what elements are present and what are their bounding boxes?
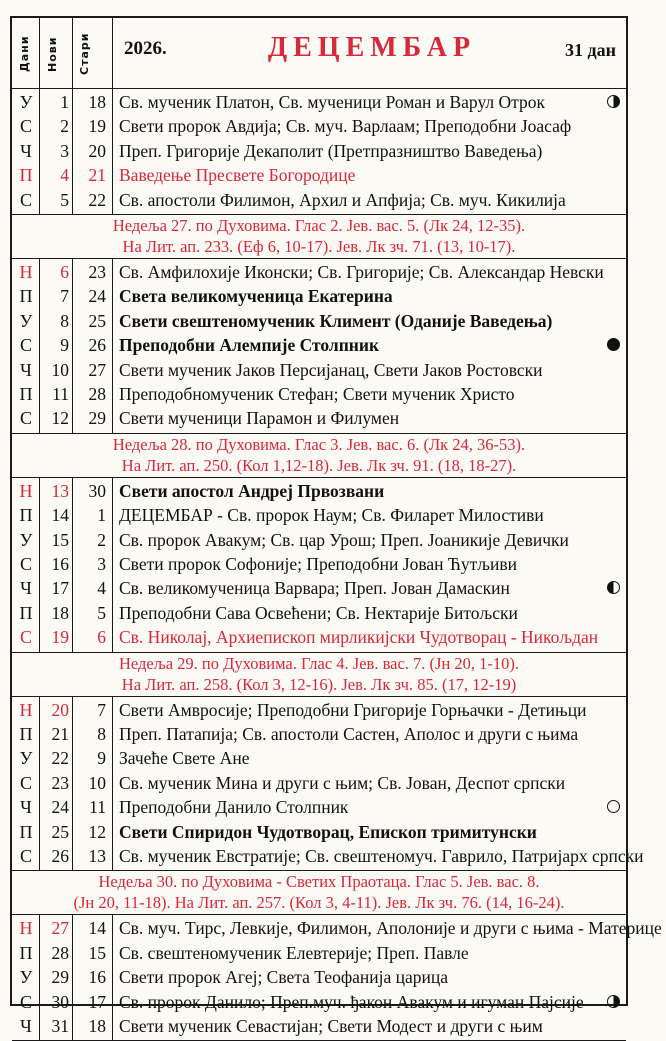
saint-text: Св. мученик Евстратије; Св. свештеномуч. Гаврило, Патријарх српски bbox=[119, 846, 644, 866]
col-header-old: Стари bbox=[78, 32, 91, 76]
new-date: 29 bbox=[51, 967, 69, 988]
day-row bbox=[12, 1014, 626, 1038]
column-divider bbox=[72, 477, 73, 652]
new-date: 20 bbox=[51, 699, 69, 720]
divider bbox=[12, 258, 626, 259]
old-date: 7 bbox=[97, 699, 106, 720]
reading-line-1: Недеља 29. по Духовима. Глас 4. Јев. вас. 7. (Јн 20, 1-10). bbox=[118, 653, 520, 673]
new-date: 25 bbox=[51, 821, 69, 842]
old-date: 9 bbox=[97, 748, 106, 769]
day-row bbox=[12, 941, 626, 965]
old-date: 25 bbox=[88, 310, 106, 331]
moon-phase-icon bbox=[607, 995, 620, 1008]
weekday-letter: С bbox=[19, 627, 32, 648]
old-date: 27 bbox=[88, 359, 106, 380]
day-row bbox=[12, 406, 626, 430]
day-row bbox=[12, 844, 644, 868]
weekday-letter: У bbox=[19, 310, 33, 331]
saint-text: Св. пророк Данило; Преп.муч. ђакон Авакум и игуман Пајсије bbox=[119, 991, 584, 1012]
old-date: 4 bbox=[97, 578, 106, 599]
old-date: 8 bbox=[97, 724, 106, 744]
reading-line-2: На Лит. ап. 250. (Кол 1,12-18). Јев. Лк зч. 91. (18, 18-27). bbox=[121, 455, 517, 475]
day-row bbox=[12, 90, 626, 114]
saint-text: Свети свештеномученик Климент (Оданије Ваведења) bbox=[119, 310, 553, 331]
weekday-letter: Н bbox=[19, 262, 33, 282]
weekday-letter: П bbox=[19, 384, 33, 404]
old-date: 1 bbox=[97, 505, 106, 526]
new-date: 23 bbox=[51, 772, 69, 793]
weekday-letter: У bbox=[19, 92, 33, 112]
new-date: 30 bbox=[51, 991, 69, 1012]
divider bbox=[12, 696, 626, 697]
old-date: 24 bbox=[88, 286, 106, 307]
old-date: 23 bbox=[88, 262, 106, 282]
new-date: 12 bbox=[51, 408, 69, 429]
column-divider bbox=[72, 696, 73, 871]
new-date: 21 bbox=[51, 724, 69, 744]
saint-text: Преп. Патапија; Св. апостоли Састен, Аполос и други с њима bbox=[119, 724, 579, 744]
year: 2026. bbox=[124, 38, 167, 59]
weekday-letter: П bbox=[19, 505, 33, 526]
weekday-letter: С bbox=[19, 991, 32, 1012]
day-row bbox=[12, 333, 626, 357]
reading-line-1: Недеља 27. по Духовима. Глас 2. Јев. вас. 5. (Лк 24, 12-35). bbox=[112, 216, 526, 235]
weekday-letter: П bbox=[19, 286, 33, 307]
new-date: 14 bbox=[51, 505, 69, 526]
days-count: 31 дан bbox=[565, 40, 616, 60]
old-date: 6 bbox=[97, 627, 106, 648]
saint-text: Ваведење Пресвете Богородице bbox=[119, 165, 356, 186]
saint-text: Св. свештеномученик Елевтерије; Преп. Павле bbox=[119, 942, 469, 963]
weekday-letter: П bbox=[19, 821, 33, 842]
day-row bbox=[12, 722, 626, 746]
column-divider bbox=[72, 914, 73, 1040]
new-date: 5 bbox=[60, 189, 69, 210]
day-row bbox=[12, 284, 626, 308]
december-calendar bbox=[10, 16, 662, 1036]
month-title: ДЕЦЕМБАР bbox=[267, 32, 477, 63]
weekday-letter: С bbox=[19, 554, 32, 574]
new-date: 26 bbox=[51, 846, 69, 866]
saint-text: Свети мученик Јаков Персијанац, Свети Јаков Ростовски bbox=[119, 359, 543, 380]
day-row bbox=[12, 260, 626, 284]
old-date: 13 bbox=[88, 846, 106, 866]
saint-text: Св. Николај, Архиепископ мирликијски Чудотворац - Никољдан bbox=[119, 627, 599, 648]
old-date: 28 bbox=[88, 384, 106, 404]
new-date: 24 bbox=[51, 797, 69, 818]
weekday-letter: П bbox=[19, 602, 33, 623]
moon-phase-icon bbox=[607, 800, 620, 813]
new-date: 28 bbox=[51, 942, 69, 963]
saint-text: Св. великомученица Варвара; Преп. Јован Дамаскин bbox=[119, 578, 510, 599]
weekday-letter: С bbox=[19, 772, 32, 793]
weekday-letter: Ч bbox=[20, 578, 32, 599]
new-date: 6 bbox=[60, 262, 69, 282]
day-row bbox=[12, 382, 626, 406]
old-date: 18 bbox=[88, 1016, 106, 1036]
day-row bbox=[12, 114, 626, 138]
saint-text: Зачеће Свете Ане bbox=[119, 748, 250, 769]
reading-line-2: На Лит. ап. 233. (Еф 6, 10-17). Јев. Лк зч. 71. (13, 10-17). bbox=[122, 237, 516, 256]
divider bbox=[12, 914, 626, 915]
saint-text: Преподобни Данило Столпник bbox=[119, 797, 349, 818]
new-date: 31 bbox=[51, 1016, 69, 1036]
reading-line-1: Недеља 30. по Духовима - Светих Праотаца. Глас 5. Јев. вас. 8. bbox=[98, 872, 540, 892]
new-date: 9 bbox=[60, 335, 69, 356]
saint-text: Преподобни Сава Освећени; Св. Нектарије Битољски bbox=[119, 602, 518, 623]
saint-text: Св. мученик Мина и други с њим; Св. Јован, Деспот српски bbox=[119, 772, 566, 793]
weekday-letter: Ч bbox=[20, 1016, 32, 1036]
new-date: 22 bbox=[51, 748, 69, 769]
reading-line-2: На Лит. ап. 258. (Кол 3, 12-16). Јев. Лк зч. 85. (17, 12-19) bbox=[121, 674, 517, 694]
reading-line-1: Недеља 28. по Духовима. Глас 3. Јев. вас. 6. (Лк 24, 36-53). bbox=[112, 434, 526, 454]
saint-text: ДЕЦЕМБАР - Св. пророк Наум; Св. Филарет Милостиви bbox=[119, 505, 544, 526]
weekday-letter: С bbox=[19, 189, 32, 210]
saint-text: Свети Спиридон Чудотворац, Епископ тримитунски bbox=[119, 821, 537, 842]
saint-text: Света великомученица Екатерина bbox=[119, 286, 393, 307]
saint-text: Св. Амфилохије Иконски; Св. Григорије; Св. Александар Невски bbox=[119, 262, 604, 282]
new-date: 11 bbox=[52, 384, 69, 404]
old-date: 12 bbox=[88, 821, 106, 842]
day-row bbox=[12, 479, 626, 503]
column-divider bbox=[39, 18, 40, 88]
weekday-letter: У bbox=[19, 529, 33, 550]
weekday-letter: Ч bbox=[20, 140, 32, 161]
day-row bbox=[12, 163, 626, 187]
saint-text: Свети пророк Софоније; Преподобни Јован Ћутљиви bbox=[119, 554, 517, 574]
saint-text: Свети Амвросије; Преподобни Григорије Горњачки - Детињци bbox=[119, 699, 587, 720]
weekday-letter: С bbox=[19, 335, 32, 356]
moon-phase-icon bbox=[607, 95, 620, 108]
day-row bbox=[12, 990, 626, 1014]
day-row bbox=[12, 358, 626, 382]
weekday-letter: У bbox=[19, 967, 33, 988]
column-divider bbox=[39, 88, 40, 214]
day-row bbox=[12, 503, 626, 527]
new-date: 27 bbox=[51, 918, 69, 939]
day-row bbox=[12, 528, 626, 552]
saint-text: Свети мученик Севастијан; Свети Модест и други с њим bbox=[119, 1016, 543, 1036]
new-date: 1 bbox=[60, 92, 69, 112]
new-date: 7 bbox=[60, 286, 69, 307]
weekday-letter: С bbox=[19, 846, 32, 866]
day-row bbox=[12, 820, 626, 844]
new-date: 18 bbox=[51, 602, 69, 623]
weekday-letter: Ч bbox=[20, 797, 32, 818]
old-date: 11 bbox=[89, 797, 106, 818]
col-header-days: Дани bbox=[18, 35, 31, 73]
column-divider bbox=[39, 477, 40, 652]
new-date: 2 bbox=[60, 116, 69, 137]
column-divider bbox=[112, 18, 113, 88]
day-row bbox=[12, 698, 626, 722]
weekday-letter: С bbox=[19, 116, 32, 137]
new-date: 19 bbox=[51, 627, 69, 648]
moon-phase-icon bbox=[607, 581, 620, 594]
old-date: 21 bbox=[88, 165, 106, 186]
weekday-letter: Н bbox=[19, 480, 33, 501]
new-date: 3 bbox=[60, 140, 69, 161]
day-row bbox=[12, 916, 662, 940]
weekday-letter: Н bbox=[19, 918, 33, 939]
reading-line-2: (Јн 20, 11-18). На Лит. ап. 257. (Кол 3, 4-11). Јев. Лк зч. 76. (14, 16-24). bbox=[73, 893, 565, 913]
column-divider bbox=[112, 88, 113, 214]
old-date: 10 bbox=[88, 772, 106, 793]
sunday-readings bbox=[12, 215, 626, 257]
new-date: 17 bbox=[51, 578, 69, 599]
day-row bbox=[12, 965, 626, 989]
weekday-letter: С bbox=[19, 408, 32, 429]
saint-text: Преподобномученик Стефан; Свети мученик Христо bbox=[119, 384, 515, 404]
day-row bbox=[12, 601, 626, 625]
column-divider bbox=[112, 258, 113, 433]
old-date: 15 bbox=[88, 942, 106, 963]
saint-text: Св. муч. Тирс, Левкије, Филимон, Аполоније и други с њима - Материце bbox=[119, 918, 662, 939]
divider bbox=[12, 477, 626, 478]
saint-text: Свети пророк Авдија; Св. муч. Варлаам; Преподобни Јоасаф bbox=[119, 116, 572, 137]
col-header-new: Нови bbox=[46, 36, 59, 72]
old-date: 5 bbox=[97, 602, 106, 623]
column-divider bbox=[39, 696, 40, 871]
old-date: 19 bbox=[88, 116, 106, 137]
column-divider bbox=[72, 258, 73, 433]
saint-text: Преп. Григорије Декаполит (Претпразништво Ваведења) bbox=[119, 140, 543, 161]
new-date: 16 bbox=[51, 554, 69, 574]
weekday-letter: У bbox=[19, 748, 33, 769]
saint-text: Св. пророк Авакум; Св. цар Урош; Преп. Јоаникије Девички bbox=[119, 529, 569, 550]
old-date: 16 bbox=[88, 967, 106, 988]
moon-phase-icon bbox=[607, 338, 620, 351]
old-date: 30 bbox=[88, 480, 106, 501]
divider bbox=[12, 88, 626, 89]
day-row bbox=[12, 188, 626, 212]
sunday-readings bbox=[12, 434, 626, 476]
column-divider bbox=[39, 914, 40, 1040]
old-date: 18 bbox=[88, 92, 106, 112]
day-row bbox=[12, 576, 626, 600]
new-date: 15 bbox=[51, 529, 69, 550]
weekday-letter: Н bbox=[19, 699, 33, 720]
saint-text: Свети пророк Агеј; Света Теофанија царица bbox=[119, 967, 449, 988]
sunday-readings bbox=[12, 871, 626, 913]
old-date: 14 bbox=[88, 918, 106, 939]
day-row bbox=[12, 795, 626, 819]
column-divider bbox=[39, 258, 40, 433]
old-date: 20 bbox=[88, 140, 106, 161]
column-divider bbox=[72, 18, 73, 88]
sunday-readings bbox=[12, 653, 626, 695]
column-divider bbox=[72, 88, 73, 214]
column-divider bbox=[112, 914, 113, 1040]
weekday-letter: П bbox=[19, 165, 33, 186]
day-row bbox=[12, 552, 626, 576]
saint-text: Свети апостол Андреј Првозвани bbox=[119, 480, 385, 501]
new-date: 13 bbox=[51, 480, 69, 501]
old-date: 17 bbox=[88, 991, 106, 1012]
weekday-letter: Ч bbox=[20, 359, 32, 380]
old-date: 3 bbox=[97, 554, 106, 574]
old-date: 22 bbox=[88, 189, 106, 210]
new-date: 10 bbox=[51, 359, 69, 380]
old-date: 29 bbox=[88, 408, 106, 429]
saint-text: Св. апостоли Филимон, Архил и Апфија; Св. муч. Кикилија bbox=[119, 189, 566, 210]
saint-text: Преподобни Алемпије Столпник bbox=[119, 335, 380, 356]
column-divider bbox=[112, 477, 113, 652]
saint-text: Свети мученици Парамон и Филумен bbox=[119, 408, 400, 429]
day-row bbox=[12, 625, 626, 649]
saint-text: Св. мученик Платон, Св. мученици Роман и Варул Отрок bbox=[119, 92, 546, 112]
day-row bbox=[12, 309, 626, 333]
weekday-letter: П bbox=[19, 942, 33, 963]
new-date: 4 bbox=[60, 165, 69, 186]
new-date: 8 bbox=[60, 310, 69, 331]
day-row bbox=[12, 746, 626, 770]
day-row bbox=[12, 139, 626, 163]
day-row bbox=[12, 771, 626, 795]
weekday-letter: П bbox=[19, 724, 33, 744]
old-date: 2 bbox=[97, 529, 106, 550]
old-date: 26 bbox=[88, 335, 106, 356]
column-divider bbox=[112, 696, 113, 871]
